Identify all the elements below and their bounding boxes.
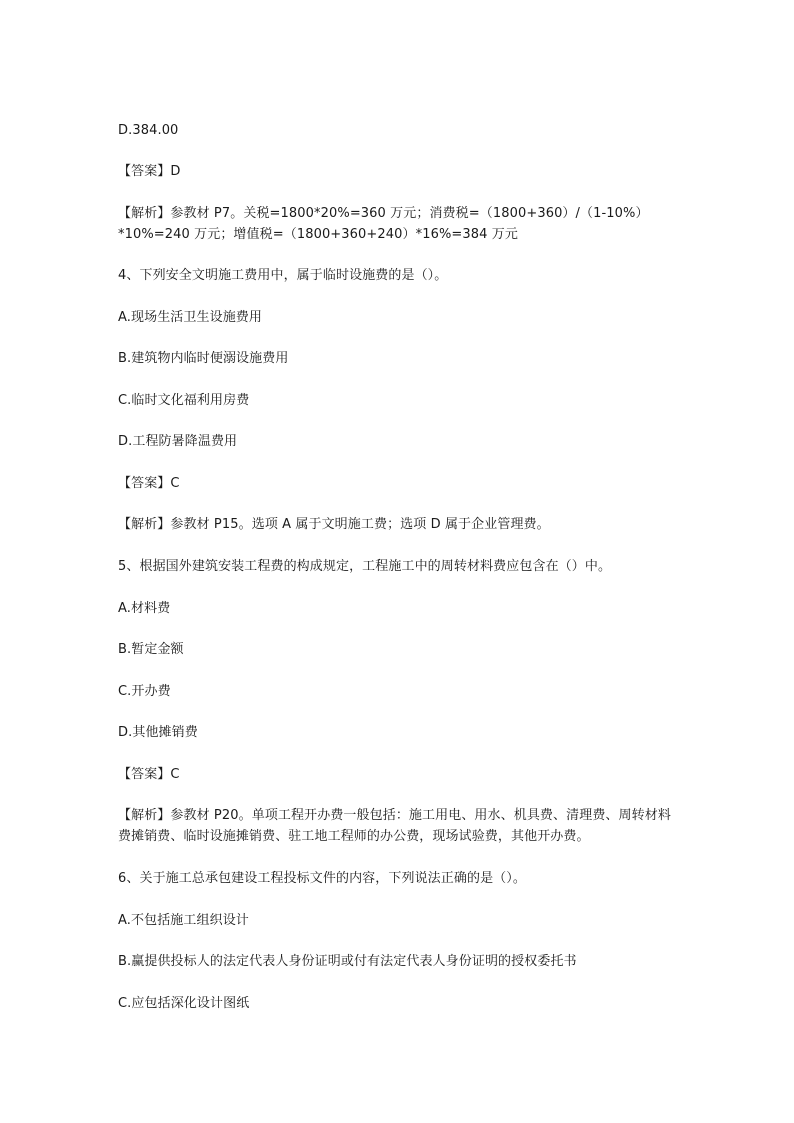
answer-q3: 【答案】D: [118, 164, 181, 179]
option-b-q5: B.暂定金额: [118, 642, 184, 657]
explanation-q5: 【解析】参教材 P20。单项工程开办费一般包括：施工用电、用水、机具费、清理费、周转材料费摊销费、临时设施摊销费、驻工地工程师的办公费，现场试验费，其他开办费。: [118, 808, 671, 844]
question-4: 4、下列安全文明施工费用中，属于临时设施费的是（）。: [118, 268, 448, 283]
option-d-q5: D.其他摊销费: [118, 725, 198, 740]
option-b-q4: B.建筑物内临时便溺设施费用: [118, 351, 289, 366]
answer-q4: 【答案】C: [118, 476, 180, 491]
option-d-q3: D.384.00: [118, 123, 179, 138]
option-b-q6: B.赢提供投标人的法定代表人身份证明或付有法定代表人身份证明的授权委托书: [118, 954, 577, 969]
question-5: 5、根据国外建筑安装工程费的构成规定，工程施工中的周转材料费应包含在（）中。: [118, 559, 612, 574]
explanation-q4: 【解析】参教材 P15。选项 A 属于文明施工费；选项 D 属于企业管理费。: [118, 517, 550, 532]
option-a-q4: A.现场生活卫生设施费用: [118, 310, 262, 325]
option-a-q6: A.不包括施工组织设计: [118, 913, 249, 928]
option-c-q5: C.开办费: [118, 684, 171, 699]
answer-q5: 【答案】C: [118, 767, 180, 782]
option-d-q4: D.工程防暑降温费用: [118, 434, 238, 449]
explanation-q3: 【解析】参教材 P7。关税=1800*20%=360 万元；消费税=（1800+360）/（1-10%）*10%=240 万元；增值税=（1800+360+240）*16%=384 万元: [118, 206, 649, 242]
option-a-q5: A.材料费: [118, 601, 171, 616]
option-c-q6: C.应包括深化设计图纸: [118, 996, 250, 1011]
question-6: 6、关于施工总承包建设工程投标文件的内容，下列说法正确的是（）。: [118, 871, 526, 886]
option-c-q4: C.临时文化福利用房费: [118, 393, 250, 408]
